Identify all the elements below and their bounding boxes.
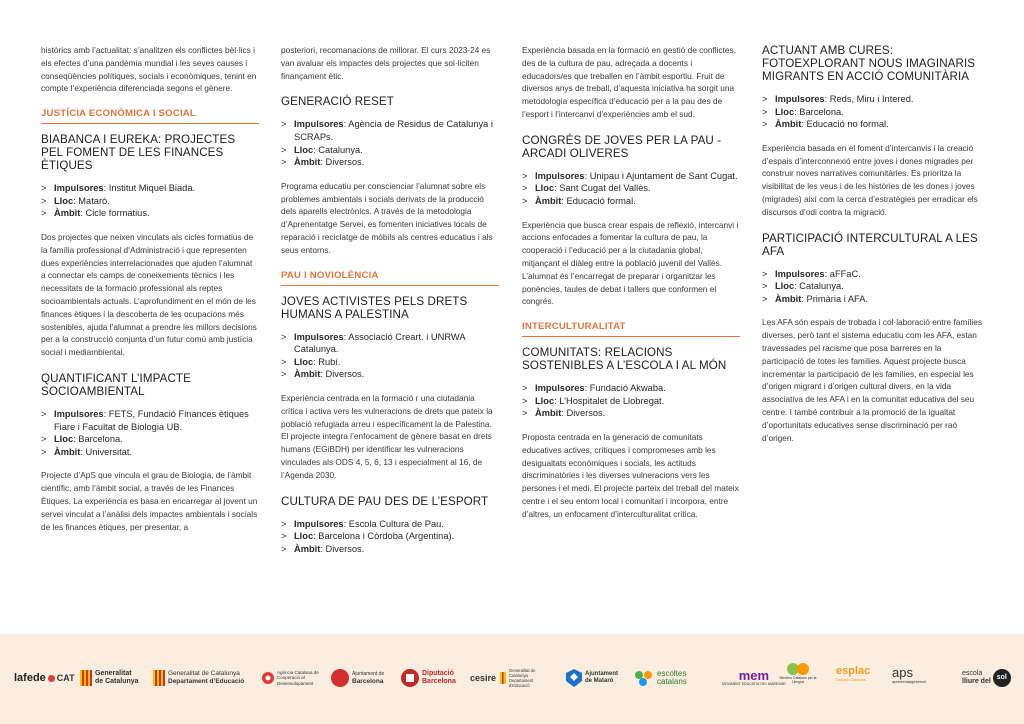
column-3 xyxy=(522,44,740,521)
project-meta xyxy=(762,93,982,131)
meta-lloc: > Lloc: Rubí. xyxy=(281,356,341,367)
project-description: Experiència que busca crear espais de reflexió, intercanvi i accions enfocades a fomentar la cultura de pau, la cooperació i l’educació per a la ciutadania global, mitjançant el diàleg entre la població juvenil del Vallès. L’alumnat és l’encarregat de preparar i organitzar les ponències, taules de debat i tallers que conformen el congrés. xyxy=(522,219,739,307)
meta-lloc: > Lloc: L’Hospitalet de Llobregat. xyxy=(522,395,665,406)
departament-educacio-logo: Generalitat de Catalunya Departament d’Educació xyxy=(153,666,244,690)
meta-impulsores: > Impulsores: Fundació Akwaba. xyxy=(522,383,666,394)
project-title: PARTICIPACIÓ INTERCULTURAL A LES AFA xyxy=(762,231,978,258)
accd-logo: Agència Catalana de Cooperació al Desenvolupament xyxy=(262,666,323,690)
project-description: Experiència centrada en la formació r una ciutadania crítica i activa vers les vulneracions de drets que pateix la població refugiada arreu i específicament la de Palestina. El projecte integra l’enfocament de gènere basat en drets humans (EGiBDH) per identificar les vulneracions vinculades als ODS 4, 5, 6, 13 i especialment al 16, de l’Agenda 2030. xyxy=(281,392,493,480)
escola-lliure-del-sol-logo: escola lliure del sol xyxy=(962,666,1011,690)
meta-lloc: > Lloc: Barcelona. xyxy=(41,434,123,445)
meta-lloc: > Lloc: Sant Cugat del Vallès. xyxy=(522,183,651,194)
esplac-logo: esplac Esplais Catalans xyxy=(836,665,871,682)
project-meta xyxy=(281,518,499,556)
project-title: JOVES ACTIVISTES PELS DRETS HUMANS A PALESTINA xyxy=(281,294,468,321)
project-description: Dos projectes que neixen vinculats als cicles formatius de la família professional d’Administració i que representen dues experiències interrelacionades que ajuden l’alumnat a connectar els camps de coneixements tècnics i les necessitats de la formació professional als reptes socioambientals actuals. L’aprofundiment en el món de les finances ètiques i la descoberta de les ocupacions més sostenibles, ajuda l’alumnat a prendre les millors decisions per a la construcció conjunta d’un futur comú amb justícia social i mediambiental. xyxy=(41,231,257,358)
diputacio-barcelona-logo: Diputació Barcelona xyxy=(401,666,456,690)
meta-ambit: > Àmbit: Educació formal. xyxy=(522,195,636,206)
meta-impulsores: > Impulsores: Reds, Miru i Intered. xyxy=(762,94,914,104)
meta-impulsores: > Impulsores: FETS, Fundació Finances ètiques Fiare i Facultat de Biologia UB. xyxy=(41,408,249,432)
project-meta xyxy=(281,331,499,381)
meta-ambit: > Àmbit: Diversos. xyxy=(281,369,365,380)
project-meta xyxy=(41,408,259,458)
project-description: Experiència basada en el foment d’intercanvis i la creació d’espais d’interconnexió entre joves i dones migrades per construir noves narratives comunitàries. Es prioritza la visibilitat de les veus i de les històries de les dones i joves (migrades) així com la cerca d’estratègies per erradicar els discursos d’odi contra la migració. xyxy=(762,142,978,217)
project-description: Les AFA són espais de trobada i col·laboració entre famílies diverses, però tant el sistema educatiu com les AFA, estan travessades pel racisme que posa barreres en la participació de totes les famílies. Aquest projecte busca incrementar la participació de les famílies, en especial les d’origen migrant i d’origen cultural divers, en la vida associativa de les AFA i en la comunitat educativa del seu centre. I també contribuir a la promoció de la igualtat d’oportunitats educatives sense discriminació per raó d’origen. xyxy=(762,317,982,443)
meta-impulsores: > Impulsores: Institut Miquel Biada. xyxy=(41,183,196,194)
mestres-catalans-logo: Mestres Catalans per la Llengua xyxy=(778,662,818,692)
meta-impulsores: > Impulsores: Escola Cultura de Pau. xyxy=(281,518,444,529)
intro-text: posteriori, recomanacions de millorar. El curs 2023-24 es van avaluar els impactes dels projectes que sol·liciten finançament ètic. xyxy=(281,45,491,81)
project-meta xyxy=(41,182,259,220)
project-description: Proposta centrada en la generació de comunitats educatives actives, crítiques i compromeses amb les desigualtats econòmiques i socials, les actituds discriminatòries i les diverses vulneracions vers les persones i el medi. El projecte parteix del treball del mateix centre i el seu entorn local i comunitari i incorpora, entre d’altres, un enfocament d’interculturalitat crítica. xyxy=(522,431,739,519)
section-heading: PAU I NOVIOLÈNCIA xyxy=(281,270,499,286)
intro-text: Experiència basada en la formació en gestió de conflictes, des de la cultura de pau, adreçada a docents i educadors/es que treballen en l’àmbit esportiu. Fruit de diversos anys de treball, d’aquesta iniciativa ha sorgit una metodologia específica d’educació per a la pau des de l’esport i l’intercanvi d’experiències amb el sud. xyxy=(522,45,737,119)
project-title: COMUNITATS: RELACIONS SOSTENIBLES A L’ESCOLA I AL MÓN xyxy=(522,346,727,373)
generalitat-logo: Generalitat de Catalunya xyxy=(80,666,139,690)
intro-text: històrics amb l’actualitat: s’analitzen els conflictes bèl·lics i els efectes d’una pandèmia mundial i les seves causes i conseqüències polítiques, socials i econòmiques, tenint en compte l’experiència diferenciada segons el gènere. xyxy=(41,45,257,94)
project-description: Programa educatiu per conscienciar l’alumnat sobre els problemes ambientals i socials derivats de la producció dels aparells electrònics. A través de la metodologia d’Aprenentatge Servei, es fomenten iniciatives locals de reparació i reciclatge de mòbils als centres educatius i als seus entorns. xyxy=(281,180,493,255)
meta-lloc: > Lloc: Catalunya. xyxy=(762,281,844,292)
meta-impulsores: > Impulsores: Associació Creart. i UNRWA Catalunya. xyxy=(281,331,466,355)
meta-lloc: > Lloc: Mataró. xyxy=(41,195,110,206)
project-title: QUANTIFICANT L’IMPACTE SOCIOAMBIENTAL xyxy=(41,371,191,398)
column-1 xyxy=(41,44,259,533)
meta-impulsores: > Impulsores: Unipau i Ajuntament de Sant Cugat. xyxy=(522,170,738,181)
meta-ambit: > Àmbit: Educació no formal. xyxy=(762,119,889,130)
mem-logo: mem MOVIMENT EDUCATIU DEL MARESME xyxy=(722,668,786,686)
section-heading: JUSTÍCIA ECONÒMICA I SOCIAL xyxy=(41,108,259,124)
escoltes-catalans-logo: escoltes catalans xyxy=(634,666,687,690)
project-meta xyxy=(762,268,982,306)
meta-ambit: > Àmbit: Universitat. xyxy=(41,446,133,457)
project-title: BIABANCA I EUREKA: PROJECTES PEL FOMENT DE LES FINANCES ÈTIQUES xyxy=(41,133,236,173)
meta-ambit: > Àmbit: Primària i AFA. xyxy=(762,293,868,304)
meta-ambit: > Àmbit: Diversos. xyxy=(281,543,365,554)
project-meta xyxy=(522,170,740,208)
meta-impulsores: > Impulsores: aFFaC. xyxy=(762,268,861,279)
ajuntament-mataro-logo: Ajuntament de Mataró xyxy=(566,666,618,690)
aps-logo: aps aprenentatgeservei xyxy=(892,665,927,684)
meta-lloc: > Lloc: Catalunya. xyxy=(281,144,363,155)
meta-lloc: > Lloc: Barcelona i Còrdoba (Argentina). xyxy=(281,531,455,542)
meta-ambit: > Àmbit: Cicle formatius. xyxy=(41,208,150,219)
project-meta xyxy=(522,382,740,420)
project-title: CONGRÉS DE JOVES PER LA PAU - ARCADI OLIVERES xyxy=(522,133,722,160)
project-title: CULTURA DE PAU DES DE L’ESPORT xyxy=(281,494,489,508)
meta-impulsores: > Impulsores: Agència de Residus de Catalunya i SCRAPs. xyxy=(281,119,493,142)
project-title: ACTUANT AMB CURES: FOTOEXPLORANT NOUS IMAGINARIS MIGRANTS EN ACCIÓ COMUNITÀRIA xyxy=(762,44,976,83)
project-meta xyxy=(281,118,499,168)
project-description: Projecte d’ApS que vincula el grau de Biologia, de l’àmbit científic, amb l’àmbit social, a través de les Finances Ètiques. La experiència es basa en encarregar al jovent un servei vinculat a l’anàlisi dels impactes ambientals i socials de les finances ètiques, per presentar, a xyxy=(41,470,258,532)
project-title: GENERACIÓ RESET xyxy=(281,95,394,109)
cesire-logo: cesire Generalitat de Catalunya Departament d’Educació xyxy=(470,668,536,688)
section-heading: INTERCULTURALITAT xyxy=(522,321,740,337)
meta-ambit: > Àmbit: Diversos. xyxy=(281,157,365,168)
meta-ambit: > Àmbit: Diversos. xyxy=(522,408,606,419)
lafede-logo: lafede CAT xyxy=(14,672,75,684)
ajuntament-barcelona-logo: Ajuntament de Barcelona xyxy=(331,666,384,690)
column-4 xyxy=(762,44,982,444)
column-2 xyxy=(281,44,499,566)
meta-lloc: > Lloc: Barcelona. xyxy=(762,106,844,117)
